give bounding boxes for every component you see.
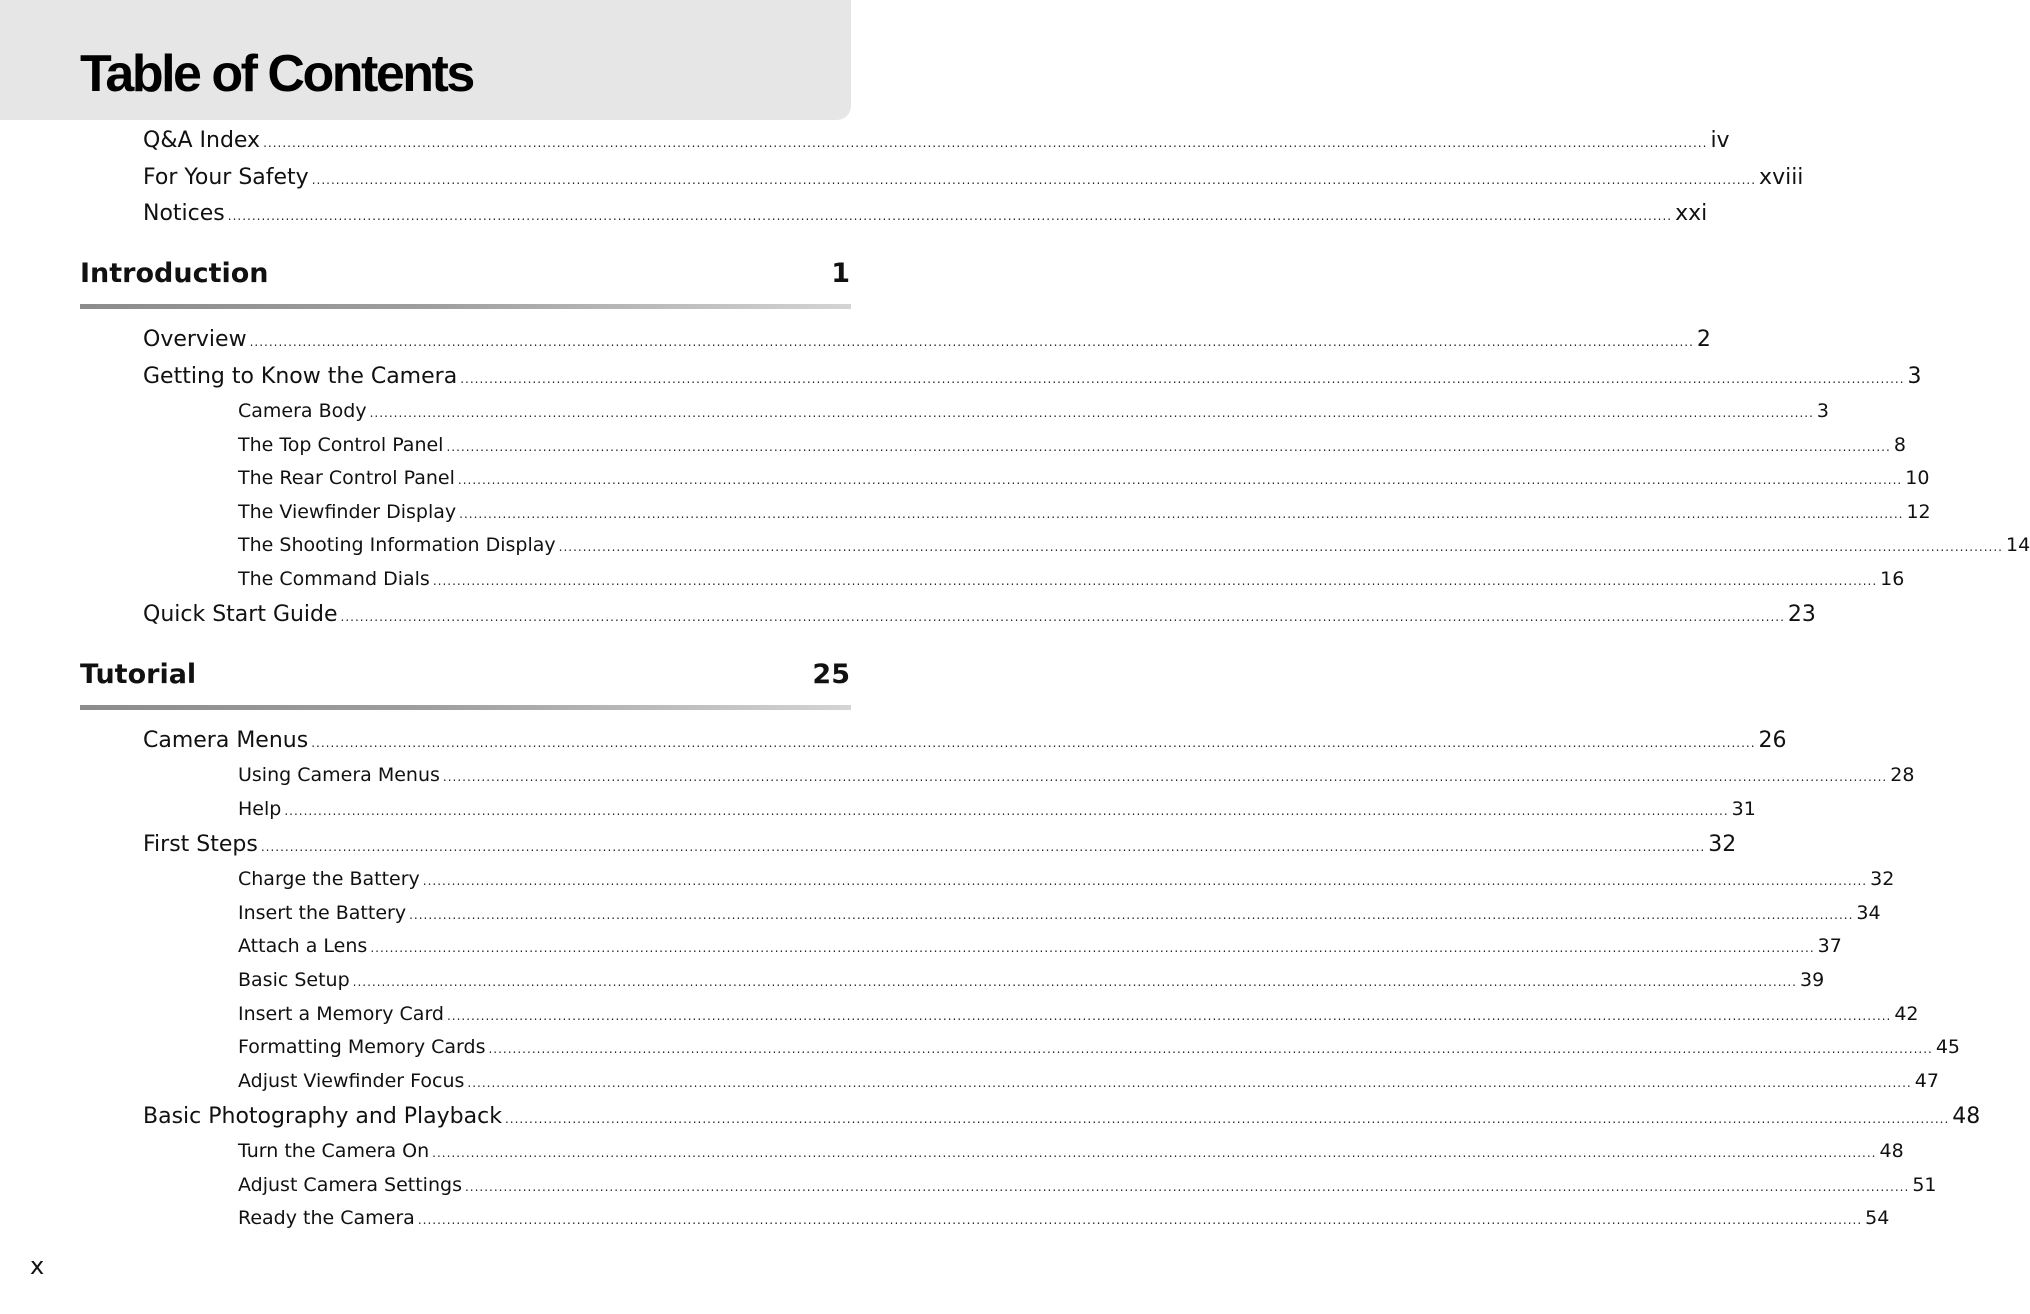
toc-entry-label: Insert a Memory Card <box>238 1003 444 1025</box>
toc-entry-page: 3 <box>1816 400 1830 422</box>
toc-subentry-insert-battery[interactable] <box>238 902 1881 928</box>
dot-leader: ............................................................................................................................................................................................................................................................................................................ <box>432 1146 1877 1160</box>
toc-entry-page: iv <box>1710 128 1730 153</box>
toc-entry-label: Camera Menus <box>143 728 309 753</box>
toc-entry-overview[interactable] <box>143 327 1711 357</box>
toc-entry-page: 34 <box>1856 902 1881 924</box>
toc-entry-page: 26 <box>1758 728 1787 753</box>
toc-entry-label: The Shooting Information Display <box>238 534 556 556</box>
toc-entry-label: Basic Photography and Playback <box>143 1104 502 1129</box>
dot-leader: ............................................................................................................................................................................................................................................................................................................ <box>311 173 1757 187</box>
toc-subentry-adjust-viewfinder-focus[interactable] <box>238 1070 1939 1096</box>
section-heading-introduction[interactable] <box>80 258 850 289</box>
dot-leader: ............................................................................................................................................................................................................................................................................................................ <box>369 406 1814 420</box>
toc-subentry-attach-lens[interactable] <box>238 935 1842 961</box>
toc-entry-page: 32 <box>1870 868 1895 890</box>
dot-leader: ............................................................................................................................................................................................................................................................................................................ <box>446 440 1891 454</box>
dot-leader: ............................................................................................................................................................................................................................................................................................................ <box>409 908 1854 922</box>
toc-entry-label: Overview <box>143 327 247 352</box>
dot-leader: ............................................................................................................................................................................................................................................................................................................ <box>459 507 1904 521</box>
toc-entry-label: The Command Dials <box>238 568 430 590</box>
dot-leader: ............................................................................................................................................................................................................................................................................................................ <box>558 540 2003 554</box>
toc-subentry-camera-body[interactable] <box>238 400 1830 426</box>
toc-entry-page: 3 <box>1907 364 1922 389</box>
toc-entry-page: 28 <box>1890 764 1915 786</box>
section-page: 25 <box>812 659 850 690</box>
toc-subentry-rear-control-panel[interactable] <box>238 467 1930 493</box>
dot-leader: ............................................................................................................................................................................................................................................................................................................ <box>504 1112 1950 1126</box>
toc-subentry-basic-setup[interactable] <box>238 969 1825 995</box>
page-number: x <box>30 1252 45 1280</box>
toc-entry-first-steps[interactable] <box>143 832 1737 862</box>
dot-leader: ............................................................................................................................................................................................................................................................................................................ <box>340 610 1785 624</box>
toc-entry-label: Getting to Know the Camera <box>143 364 458 389</box>
toc-entry-label: Basic Setup <box>238 969 350 991</box>
toc-subentry-adjust-camera-settings[interactable] <box>238 1174 1937 1200</box>
toc-entry-label: Using Camera Menus <box>238 764 440 786</box>
dot-leader: ............................................................................................................................................................................................................................................................................................................ <box>442 770 1888 784</box>
toc-entry-label: Help <box>238 798 282 820</box>
toc-entry-page: 10 <box>1905 467 1930 489</box>
toc-entry-page: 37 <box>1817 935 1842 957</box>
toc-subentry-shooting-info-display[interactable] <box>238 534 2030 560</box>
dot-leader: ............................................................................................................................................................................................................................................................................................................ <box>417 1213 1863 1227</box>
toc-entry-label: Quick Start Guide <box>143 602 338 627</box>
section-rule <box>80 304 851 309</box>
toc-entry-page: 42 <box>1894 1003 1919 1025</box>
dot-leader: ............................................................................................................................................................................................................................................................................................................ <box>467 1076 1912 1090</box>
toc-entry-page: 45 <box>1935 1036 1961 1058</box>
toc-entry-label: The Rear Control Panel <box>238 467 455 489</box>
toc-entry-label: Formatting Memory Cards <box>238 1036 486 1058</box>
toc-entry-camera-menus[interactable] <box>143 728 1787 758</box>
toc-subentry-turn-camera-on[interactable] <box>238 1140 1904 1166</box>
dot-leader: ............................................................................................................................................................................................................................................................................................................ <box>249 335 1694 349</box>
toc-entry-page: 48 <box>1952 1104 1981 1129</box>
toc-entry-page: 31 <box>1731 798 1756 820</box>
toc-subentry-help[interactable] <box>238 798 1756 824</box>
section-title: Introduction <box>80 258 269 289</box>
toc-subentry-using-camera-menus[interactable] <box>238 764 1915 790</box>
toc-entry-label: Turn the Camera On <box>238 1140 430 1162</box>
toc-subentry-top-control-panel[interactable] <box>238 434 1906 460</box>
toc-entry-label: The Viewfinder Display <box>238 501 457 523</box>
toc-entry-page: 16 <box>1880 568 1905 590</box>
toc-entry-page: 32 <box>1708 832 1737 857</box>
toc-entry-qa-index[interactable] <box>143 128 1730 158</box>
toc-entry-notices[interactable] <box>143 201 1708 231</box>
toc-subentry-charge-battery[interactable] <box>238 868 1895 894</box>
toc-subentry-ready-the-camera[interactable] <box>238 1207 1890 1233</box>
toc-entry-label: Attach a Lens <box>238 935 368 957</box>
dot-leader: ............................................................................................................................................................................................................................................................................................................ <box>422 874 1868 888</box>
toc-entry-label: Notices <box>143 201 225 226</box>
section-rule <box>80 705 851 710</box>
toc-entry-label: Q&A Index <box>143 128 261 153</box>
toc-entry-label: Adjust Viewfinder Focus <box>238 1070 465 1092</box>
dot-leader: ............................................................................................................................................................................................................................................................................................................ <box>284 804 1729 818</box>
toc-entry-page: 14 <box>2006 534 2030 556</box>
toc-entry-page: 54 <box>1865 1207 1890 1229</box>
toc-entry-page: xxi <box>1675 201 1708 226</box>
dot-leader: ............................................................................................................................................................................................................................................................................................................ <box>227 209 1673 223</box>
toc-entry-page: 48 <box>1879 1140 1904 1162</box>
dot-leader: ............................................................................................................................................................................................................................................................................................................ <box>263 136 1708 150</box>
dot-leader: ............................................................................................................................................................................................................................................................................................................ <box>311 736 1756 750</box>
dot-leader: ............................................................................................................................................................................................................................................................................................................ <box>446 1009 1892 1023</box>
toc-entry-label: The Top Control Panel <box>238 434 444 456</box>
toc-entry-label: Adjust Camera Settings <box>238 1174 462 1196</box>
dot-leader: ............................................................................................................................................................................................................................................................................................................ <box>432 574 1878 588</box>
dot-leader: ............................................................................................................................................................................................................................................................................................................ <box>260 840 1706 854</box>
section-title: Tutorial <box>80 659 197 690</box>
toc-entry-basic-photography-playback[interactable] <box>143 1104 1981 1134</box>
toc-entry-page: xviii <box>1759 165 1804 190</box>
toc-subentry-formatting-memory-cards[interactable] <box>238 1036 1961 1062</box>
page-title: Table of Contents <box>80 45 473 103</box>
toc-entry-page: 12 <box>1906 501 1931 523</box>
toc-entry-page: 2 <box>1696 327 1711 352</box>
dot-leader: ............................................................................................................................................................................................................................................................................................................ <box>460 372 1905 386</box>
dot-leader: ............................................................................................................................................................................................................................................................................................................ <box>457 473 1903 487</box>
toc-entry-getting-to-know-camera[interactable] <box>143 364 1922 394</box>
toc-entry-label: First Steps <box>143 832 258 857</box>
toc-entry-for-your-safety[interactable] <box>143 165 1804 195</box>
toc-entry-label: For Your Safety <box>143 165 309 190</box>
toc-entry-page: 39 <box>1800 969 1825 991</box>
toc-subentry-viewfinder-display[interactable] <box>238 501 1931 527</box>
dot-leader: ............................................................................................................................................................................................................................................................................................................ <box>488 1042 1933 1056</box>
section-page: 1 <box>831 258 850 289</box>
toc-entry-label: Insert the Battery <box>238 902 407 924</box>
toc-entry-quick-start-guide[interactable] <box>143 602 1816 632</box>
toc-entry-page: 23 <box>1787 602 1816 627</box>
toc-entry-page: 8 <box>1893 434 1906 456</box>
toc-entry-label: Camera Body <box>238 400 367 422</box>
toc-entry-page: 51 <box>1912 1174 1937 1196</box>
dot-leader: ............................................................................................................................................................................................................................................................................................................ <box>464 1180 1910 1194</box>
toc-subentry-command-dials[interactable] <box>238 568 1905 594</box>
dot-leader: ............................................................................................................................................................................................................................................................................................................ <box>352 975 1797 989</box>
dot-leader: ............................................................................................................................................................................................................................................................................................................ <box>370 941 1815 955</box>
toc-entry-label: Charge the Battery <box>238 868 420 890</box>
toc-entry-page: 47 <box>1914 1070 1939 1092</box>
toc-subentry-insert-memory-card[interactable] <box>238 1003 1919 1029</box>
toc-entry-label: Ready the Camera <box>238 1207 415 1229</box>
section-heading-tutorial[interactable] <box>80 659 850 690</box>
